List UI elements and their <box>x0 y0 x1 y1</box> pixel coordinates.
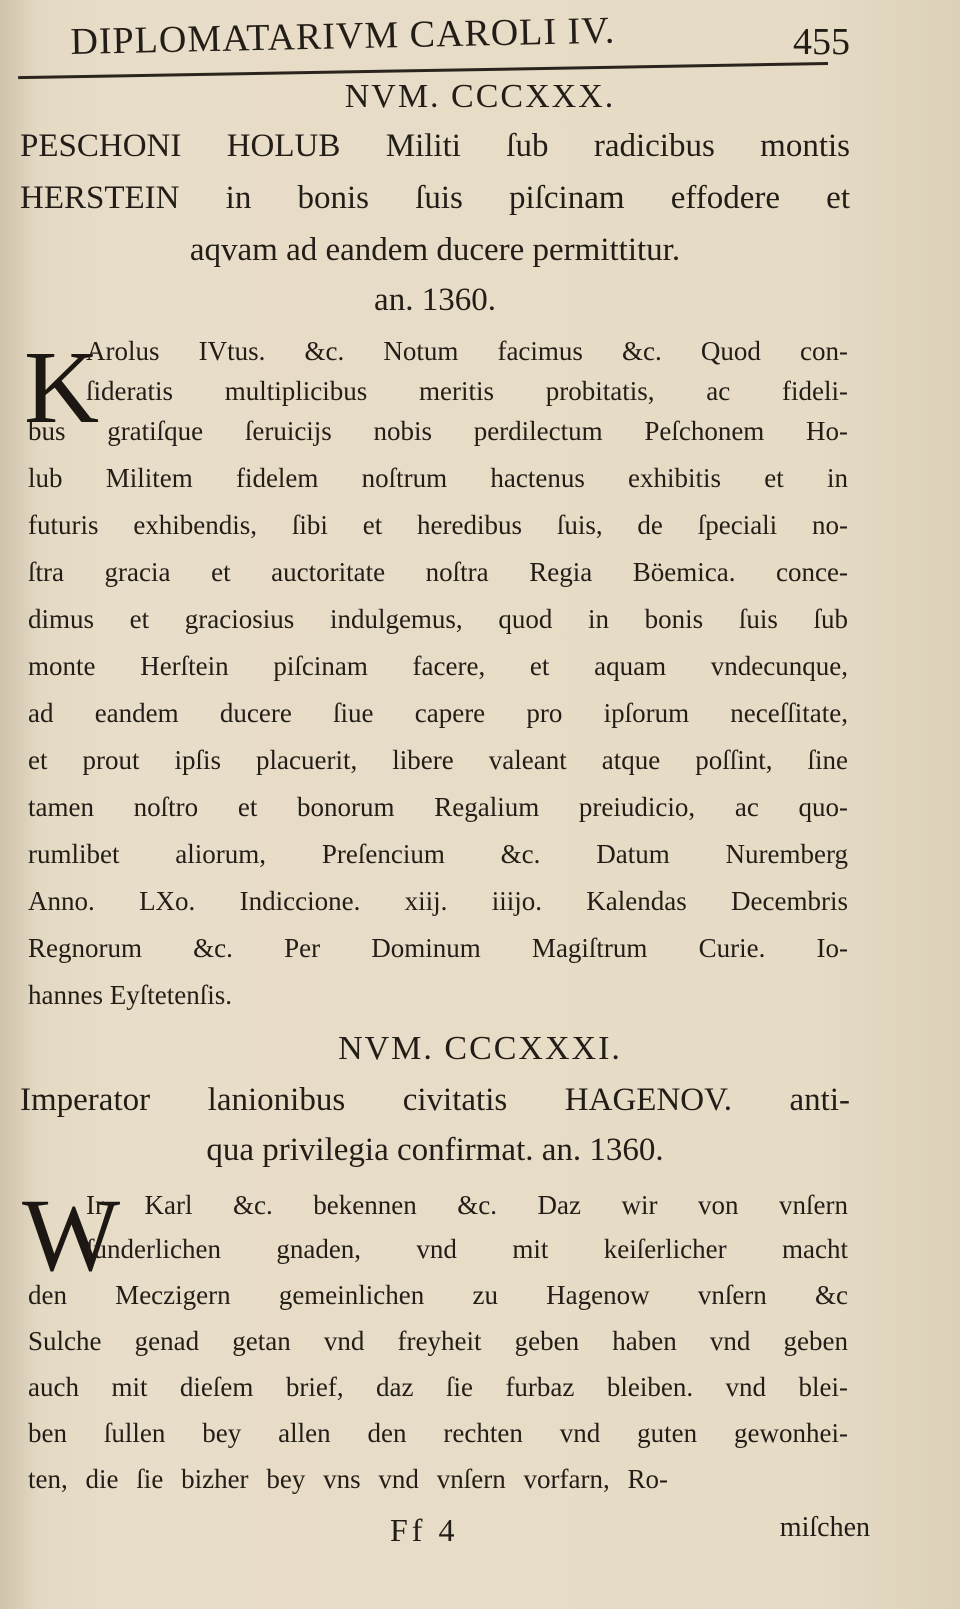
document-heading: NVM. CCCXXX. <box>344 78 616 115</box>
text-line: bus gratiſque ſeruicijs nobis perdilectum Peſchonem Ho- <box>28 416 848 446</box>
text-line: ad eandem ducere ſiue capere pro ipſorum neceſſitate, <box>28 698 848 728</box>
page-footer <box>0 1512 960 1552</box>
document-summary-line: Imperator lanionibus civitatis HAGENOV. anti- <box>20 1082 850 1118</box>
document-heading: NVM. CCCXXXI. <box>338 1030 622 1067</box>
text-line: Arolus IVtus. &c. Notum facimus &c. Quod con- <box>86 336 848 366</box>
text-line: Ir Karl &c. bekennen &c. Daz wir von vnſern <box>86 1190 848 1220</box>
text-line: Sulche genad getan vnd freyheit geben haben vnd geben <box>28 1326 848 1356</box>
document-date: an. 1360. <box>374 282 496 318</box>
text-line: lub Militem fidelem noſtrum hactenus exhibitis et in <box>28 463 848 493</box>
drop-cap: K <box>24 330 100 445</box>
text-line: rumlibet aliorum, Preſencium &c. Datum Nuremberg <box>28 839 848 869</box>
catchword: miſchen <box>779 1512 870 1543</box>
page-number: 455 <box>793 21 850 63</box>
text-line: ſideratis multiplicibus meritis probitatis, ac fideli- <box>86 376 848 406</box>
document-summary-line: PESCHONI HOLUB Militi ſub radicibus montis <box>20 128 850 164</box>
text-line: et prout ipſis placuerit, libere valeant atque poſſint, ſine <box>28 745 848 775</box>
text-line: den Meczigern gemeinlichen zu Hagenow vnſern &c <box>28 1280 848 1310</box>
text-line: futuris exhibendis, ſibi et heredibus ſuis, de ſpeciali no- <box>28 510 848 540</box>
running-title: DIPLOMATARIVM CAROLI IV. <box>70 9 616 63</box>
drop-cap: W <box>22 1178 121 1293</box>
document-summary-line: HERSTEIN in bonis ſuis piſcinam effodere et <box>20 180 850 216</box>
text-line: auch mit dieſem brief, daz ſie furbaz bleiben. vnd blei- <box>28 1372 848 1402</box>
text-line: Regnorum &c. Per Dominum Magiſtrum Curie. Io- <box>28 933 848 963</box>
text-line: monte Herſtein piſcinam facere, et aquam vndecunque, <box>28 651 848 681</box>
text-line: ben ſullen bey allen den rechten vnd guten gewonhei- <box>28 1418 848 1448</box>
text-line: ſunderlichen gnaden, vnd mit keiſerlicher macht <box>86 1234 848 1264</box>
text-line: hannes Eyſtetenſis. <box>28 980 232 1010</box>
text-line: tamen noſtro et bonorum Regalium preiudicio, ac quo- <box>28 792 848 822</box>
text-line: ſtra gracia et auctoritate noſtra Regia Böemica. conce- <box>28 557 848 587</box>
signature-mark: Ff 4 <box>390 1512 459 1548</box>
text-line: ten, die ſie bizher bey vns vnd vnſern vorfarn, Ro- <box>28 1464 668 1494</box>
text-line: Anno. LXo. Indiccione. xiij. iiijo. Kalendas Decembris <box>28 886 848 916</box>
text-line: dimus et graciosius indulgemus, quod in bonis ſuis ſub <box>28 604 848 634</box>
document-summary-line: aqvam ad eandem ducere permittitur. <box>189 232 681 268</box>
document-summary-line: qua privilegia confirmat. an. 1360. <box>206 1132 664 1168</box>
